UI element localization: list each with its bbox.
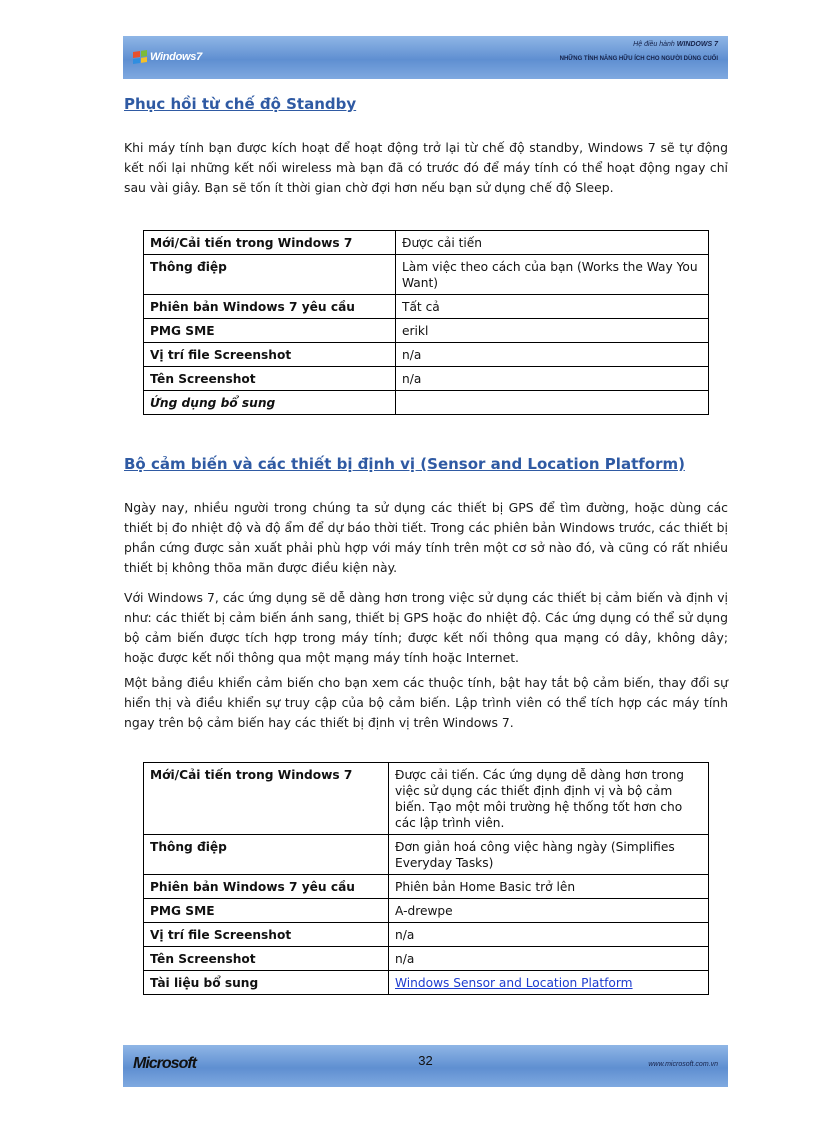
page-footer xyxy=(123,1045,728,1087)
header-subtitle: NHỮNG TÍNH NĂNG HỮU ÍCH CHO NGƯỜI DÙNG CUỐI xyxy=(559,56,718,62)
section1-table xyxy=(143,230,709,415)
page-header xyxy=(123,36,728,79)
table-row: Mới/Cải tiến trong Windows 7 Được cải tiến xyxy=(144,231,709,255)
section2-paragraph-3: Một bảng điều khiển cảm biến cho bạn xem các thuộc tính, bật hay tắt bộ cảm biến, thay đổi sự hiển thị và điều khiển sự truy cập của bộ cảm biến. Lập trình viên có thể tích hợp các máy tính ngay trên bộ cảm biến hay các thiết bị định vị trên Windows 7. xyxy=(124,675,728,730)
table-row: Vị trí file Screenshot n/a xyxy=(144,343,709,367)
table-row: PMG SME A-drewpe xyxy=(144,899,709,923)
sensor-platform-link[interactable]: Windows Sensor and Location Platform xyxy=(395,976,633,990)
footer-url: www.microsoft.com.vn xyxy=(648,1061,718,1068)
microsoft-logo: Microsoft xyxy=(133,1055,196,1072)
table-row: Phiên bản Windows 7 yêu cầu Phiên bản Home Basic trở lên xyxy=(144,875,709,899)
windows-logo-text: Windows7 xyxy=(150,51,202,63)
windows-flag-icon xyxy=(133,50,147,64)
table-row: Vị trí file Screenshot n/a xyxy=(144,923,709,947)
table-row: PMG SME erikl xyxy=(144,319,709,343)
windows-logo xyxy=(133,51,202,63)
page-number: 32 xyxy=(418,1053,433,1068)
section2-heading: Bộ cảm biến và các thiết bị định vị (Sensor and Location Platform) xyxy=(124,455,685,473)
table-row: Tên Screenshot n/a xyxy=(144,367,709,391)
table-row: Thông điệp Làm việc theo cách của bạn (Works the Way You Want) xyxy=(144,255,709,295)
table-row: Ứng dụng bổ sung xyxy=(144,391,709,415)
section2-paragraph-1: Ngày nay, nhiều người trong chúng ta sử dụng các thiết bị GPS để tìm đường, hoặc dùng các thiết bị đo nhiệt độ và độ ẩm để dự báo thời tiết. Trong các phiên bản Windows trước, các thiết bị phần cứng được sản xuất phải phù hợp với máy tính trên một cơ sở nào đó, và cũng có rất nhiều thiết bị không thõa mãn được điều kiện này. xyxy=(124,500,728,575)
table-row: Tên Screenshot n/a xyxy=(144,947,709,971)
section1-paragraph: Khi máy tính bạn được kích hoạt để hoạt động trở lại từ chế độ standby, Windows 7 sẽ tự động kết nối lại những kết nối wireless mà bạn đã có trước đó để máy tính có thể hoạt động ngay chỉ sau vài giây. Bạn sẽ tốn ít thời gian chờ đợi hơn nếu bạn sử dụng chế độ Sleep. xyxy=(124,140,728,195)
section1-heading: Phục hồi từ chế độ Standby xyxy=(124,95,357,113)
header-title: Hệ điều hành WINDOWS 7 xyxy=(633,41,718,48)
table-row: Phiên bản Windows 7 yêu cầu Tất cả xyxy=(144,295,709,319)
section2-table xyxy=(143,762,709,995)
table-row: Tài liệu bổ sung Windows Sensor and Location Platform xyxy=(144,971,709,995)
table-row: Thông điệp Đơn giản hoá công việc hàng ngày (Simplifies Everyday Tasks) xyxy=(144,835,709,875)
table-row: Mới/Cải tiến trong Windows 7 Được cải tiến. Các ứng dụng dễ dàng hơn trong việc sử dụng các thiết định định vị và bộ cảm biến. Tạo một môi trường hệ thống tốt hơn cho các lập trình viên. xyxy=(144,763,709,835)
section2-paragraph-2: Với Windows 7, các ứng dụng sẽ dễ dàng hơn trong việc sử dụng các thiết bị cảm biến và định vị như: các thiết bị cảm biến ánh sang, thiết bị GPS hoặc đo nhiệt độ. Các ứng dụng có thể sử dụng bộ cảm biến được tích hợp trong máy tính; được kết nối thông qua mạng có dây, không dây; hoặc được kết nối thông qua một mạng máy tính hoặc Internet. xyxy=(124,590,728,665)
